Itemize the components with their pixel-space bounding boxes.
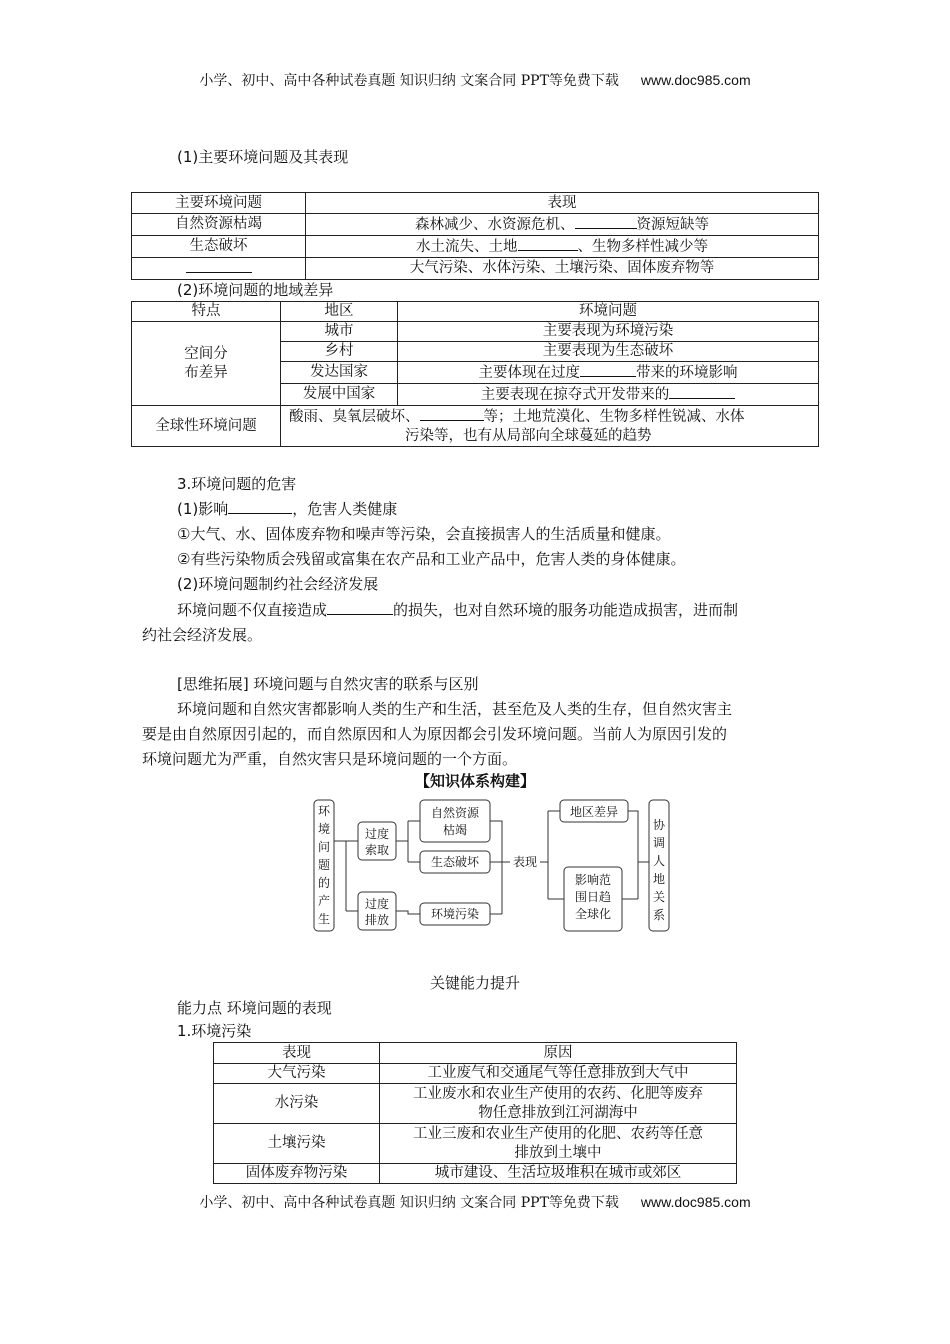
table-header: 表现 <box>306 193 819 214</box>
ability-title: 关键能力提升 <box>429 974 520 992</box>
ability-sub: 1.环境污染 <box>177 1022 252 1040</box>
diagram-excess-take-text: 过度 <box>364 827 390 841</box>
diagram-pollution-text: 环境污染 <box>430 907 480 921</box>
diagram-left-char: 产 <box>317 894 331 908</box>
ability-point: 能力点 环境问题的表现 <box>177 999 332 1017</box>
diagram-right-char: 关 <box>652 890 666 904</box>
diagram-left-char: 问 <box>317 840 331 854</box>
diagram-excess-take-text: 索取 <box>364 843 390 857</box>
diagram-left-char: 生 <box>317 912 331 926</box>
table-cell: 生态破坏 <box>132 236 306 258</box>
diagram-title: 【知识体系构建】 <box>414 772 535 790</box>
table-cell: 主要表现为环境污染 <box>398 322 819 342</box>
table-header: 表现 <box>214 1043 380 1064</box>
diagram-left-char: 环 <box>317 804 331 818</box>
footer-text: 小学、初中、高中各种试卷真题 知识归纳 文案合同 PPT等免费下载 <box>199 1195 619 1211</box>
diagram-right-char: 系 <box>652 908 666 922</box>
harm-paragraph: 环境问题不仅直接造成 的损失，也对自然环境的服务功能造成损害，进而制 约社会经济发展。 <box>142 601 739 644</box>
diagram-excess-emit-text: 排放 <box>364 913 390 927</box>
harm-line-1: (1)影响 ，危害人类健康 <box>177 500 398 518</box>
diagram-right-char: 协 <box>652 818 666 832</box>
table-cell: 土壤污染 <box>214 1124 380 1164</box>
diagram-global-text: 围日趋 <box>574 890 612 904</box>
section-heading-3: 3.环境问题的危害 <box>177 475 297 493</box>
table-cell: 大气污染 <box>214 1064 380 1084</box>
section-heading-2: (2)环境问题的地域差异 <box>177 281 334 299</box>
table-cell: 乡村 <box>281 342 398 362</box>
diagram-natural-text: 枯竭 <box>442 823 468 837</box>
table-cell: 自然资源枯竭 <box>132 214 306 236</box>
table-cell: 主要体现在过度 带来的环境影响 <box>398 362 819 384</box>
header-site: www.doc985.com <box>640 72 751 88</box>
table-cell: 城市建设、生活垃圾堆积在城市或郊区 <box>380 1164 737 1184</box>
table-cell: 城市 <box>281 322 398 342</box>
table-cell: 主要表现在掠夺式开发带来的 <box>398 384 819 406</box>
extension-title: [思维拓展] 环境问题与自然灾害的联系与区别 <box>177 675 479 693</box>
table-cell <box>132 258 306 280</box>
pollution-table <box>213 1042 737 1184</box>
table-cell: 工业废水和农业生产使用的农药、化肥等废弃 物任意排放到江河湖海中 <box>380 1084 737 1124</box>
footer-site: www.doc985.com <box>640 1194 751 1210</box>
table-cell: 空间分 布差异 <box>132 322 281 406</box>
harm-line-4: (2)环境问题制约社会经济发展 <box>177 575 379 593</box>
diagram-left-char: 题 <box>317 858 331 872</box>
diagram-excess-emit-text: 过度 <box>364 897 390 911</box>
diagram-natural-text: 自然资源 <box>430 806 480 820</box>
extension-paragraph: 环境问题和自然灾害都影响人类的生产和生活，甚至危及人类的生存，但自然灾害主 要是由自然原因引起的，而自然原因和人为原因都会引发环境问题。当前人为原因引发的 环境问题尤为严重，自然灾害只是环境问题的一个方面。 <box>142 700 733 768</box>
table-cell: 固体废弃物污染 <box>214 1164 380 1184</box>
diagram-left-char: 的 <box>317 876 331 890</box>
header-text: 小学、初中、高中各种试卷真题 知识归纳 文案合同 PPT等免费下载 <box>199 73 619 89</box>
table-cell: 水土流失、土地 、生物多样性减少等 <box>306 236 819 258</box>
diagram-right-char: 地 <box>652 872 666 886</box>
diagram-left-char: 境 <box>317 822 331 836</box>
regional-diff-table <box>131 301 819 447</box>
diagram-right-char: 调 <box>652 836 666 850</box>
table-cell: 发达国家 <box>281 362 398 384</box>
main-issues-table <box>131 192 819 280</box>
knowledge-diagram <box>300 795 680 937</box>
table-cell: 水污染 <box>214 1084 380 1124</box>
table-header: 地区 <box>281 302 398 322</box>
diagram-show-text: 表现 <box>512 855 538 869</box>
table-cell: 工业废气和交通尾气等任意排放到大气中 <box>380 1064 737 1084</box>
table-header: 主要环境问题 <box>132 193 306 214</box>
page-header <box>0 70 950 90</box>
table-cell: 酸雨、臭氧层破坏、 等；土地荒漠化、生物多样性锐减、水体 污染等，也有从局部向全球蔓延的趋势 <box>281 406 819 447</box>
harm-line-2: ①大气、水、固体废弃物和噪声等污染，会直接损害人的生活质量和健康。 <box>177 525 671 543</box>
table-header: 特点 <box>132 302 281 322</box>
table-cell: 发展中国家 <box>281 384 398 406</box>
harm-line-3: ②有些污染物质会残留或富集在农产品和工业产品中，危害人类的身体健康。 <box>177 550 686 568</box>
diagram-region-text: 地区差异 <box>569 805 619 819</box>
diagram-global-text: 全球化 <box>574 907 612 921</box>
section-heading-1: (1)主要环境问题及其表现 <box>177 148 349 166</box>
table-cell: 大气污染、水体污染、土壤污染、固体废弃物等 <box>306 258 819 280</box>
table-cell: 全球性环境问题 <box>132 406 281 447</box>
diagram-eco-text: 生态破坏 <box>430 855 480 869</box>
page-footer <box>0 1192 950 1212</box>
table-header: 环境问题 <box>398 302 819 322</box>
table-cell: 主要表现为生态破坏 <box>398 342 819 362</box>
table-header: 原因 <box>380 1043 737 1064</box>
table-cell: 工业三废和农业生产使用的化肥、农药等任意 排放到土壤中 <box>380 1124 737 1164</box>
diagram-global-text: 影响范 <box>574 873 612 887</box>
table-cell: 森林减少、水资源危机、 资源短缺等 <box>306 214 819 236</box>
diagram-right-char: 人 <box>652 854 666 868</box>
